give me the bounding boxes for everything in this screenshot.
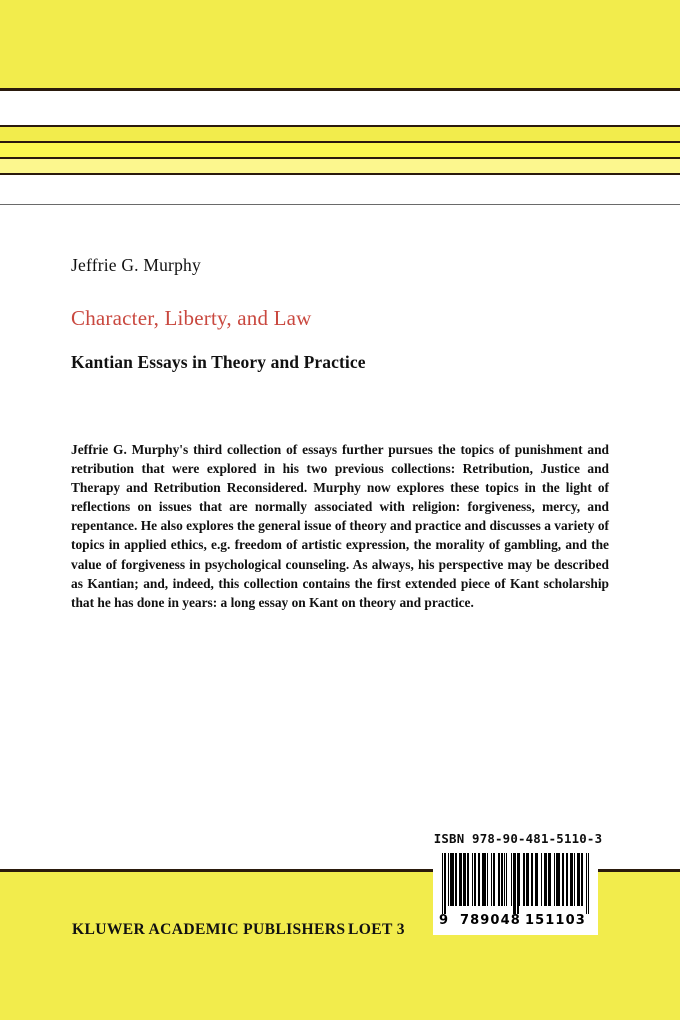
barcode-bars: [442, 853, 590, 914]
decorative-stripe-2: [0, 143, 680, 157]
top-band-rule: [0, 88, 680, 91]
stripe-rule-4: [0, 173, 680, 175]
book-subtitle: Kantian Essays in Theory and Practice: [71, 352, 366, 372]
barcode-digits: [433, 913, 598, 929]
publisher-name: KLUWER ACADEMIC PUBLISHERS: [72, 921, 346, 938]
top-yellow-band: [0, 0, 680, 88]
barcode-digit-group-right: 151103: [525, 913, 586, 928]
author-name: Jeffrie G. Murphy: [71, 255, 201, 275]
decorative-stripe-1: [0, 127, 680, 141]
book-title: Character, Liberty, and Law: [71, 306, 312, 330]
decorative-stripe-3: [0, 159, 680, 173]
isbn-label: ISBN 978-90-481-5110-3: [433, 831, 603, 846]
barcode-bar: [588, 853, 589, 914]
thin-rule-lower: [0, 204, 680, 205]
barcode-digit-group-left: 789048: [460, 913, 521, 928]
barcode-digit-leading: 9: [439, 913, 449, 928]
series-code: LOET 3: [348, 921, 405, 938]
back-cover-blurb: Jeffrie G. Murphy's third collection of essays further pursues the topics of punishment and retribution that were explored in his two previous collections: Retribution, Justice and Therapy and Retribution Reconsidered. Murphy now explores these topics in the light of reflections on issues that are normally associated with religion: forgiveness, mercy, and repentance. He also explores the general issue of theory and practice and discusses a variety of topics in applied ethics, e.g. freedom of artistic expression, the morality of gambling, and the value of forgiveness in psychological counseling. As always, his perspective may be described as Kantian; and, indeed, this collection contains the first extended piece of Kant scholarship that he has done in years: a long essay on Kant on theory and practice.: [71, 442, 609, 610]
